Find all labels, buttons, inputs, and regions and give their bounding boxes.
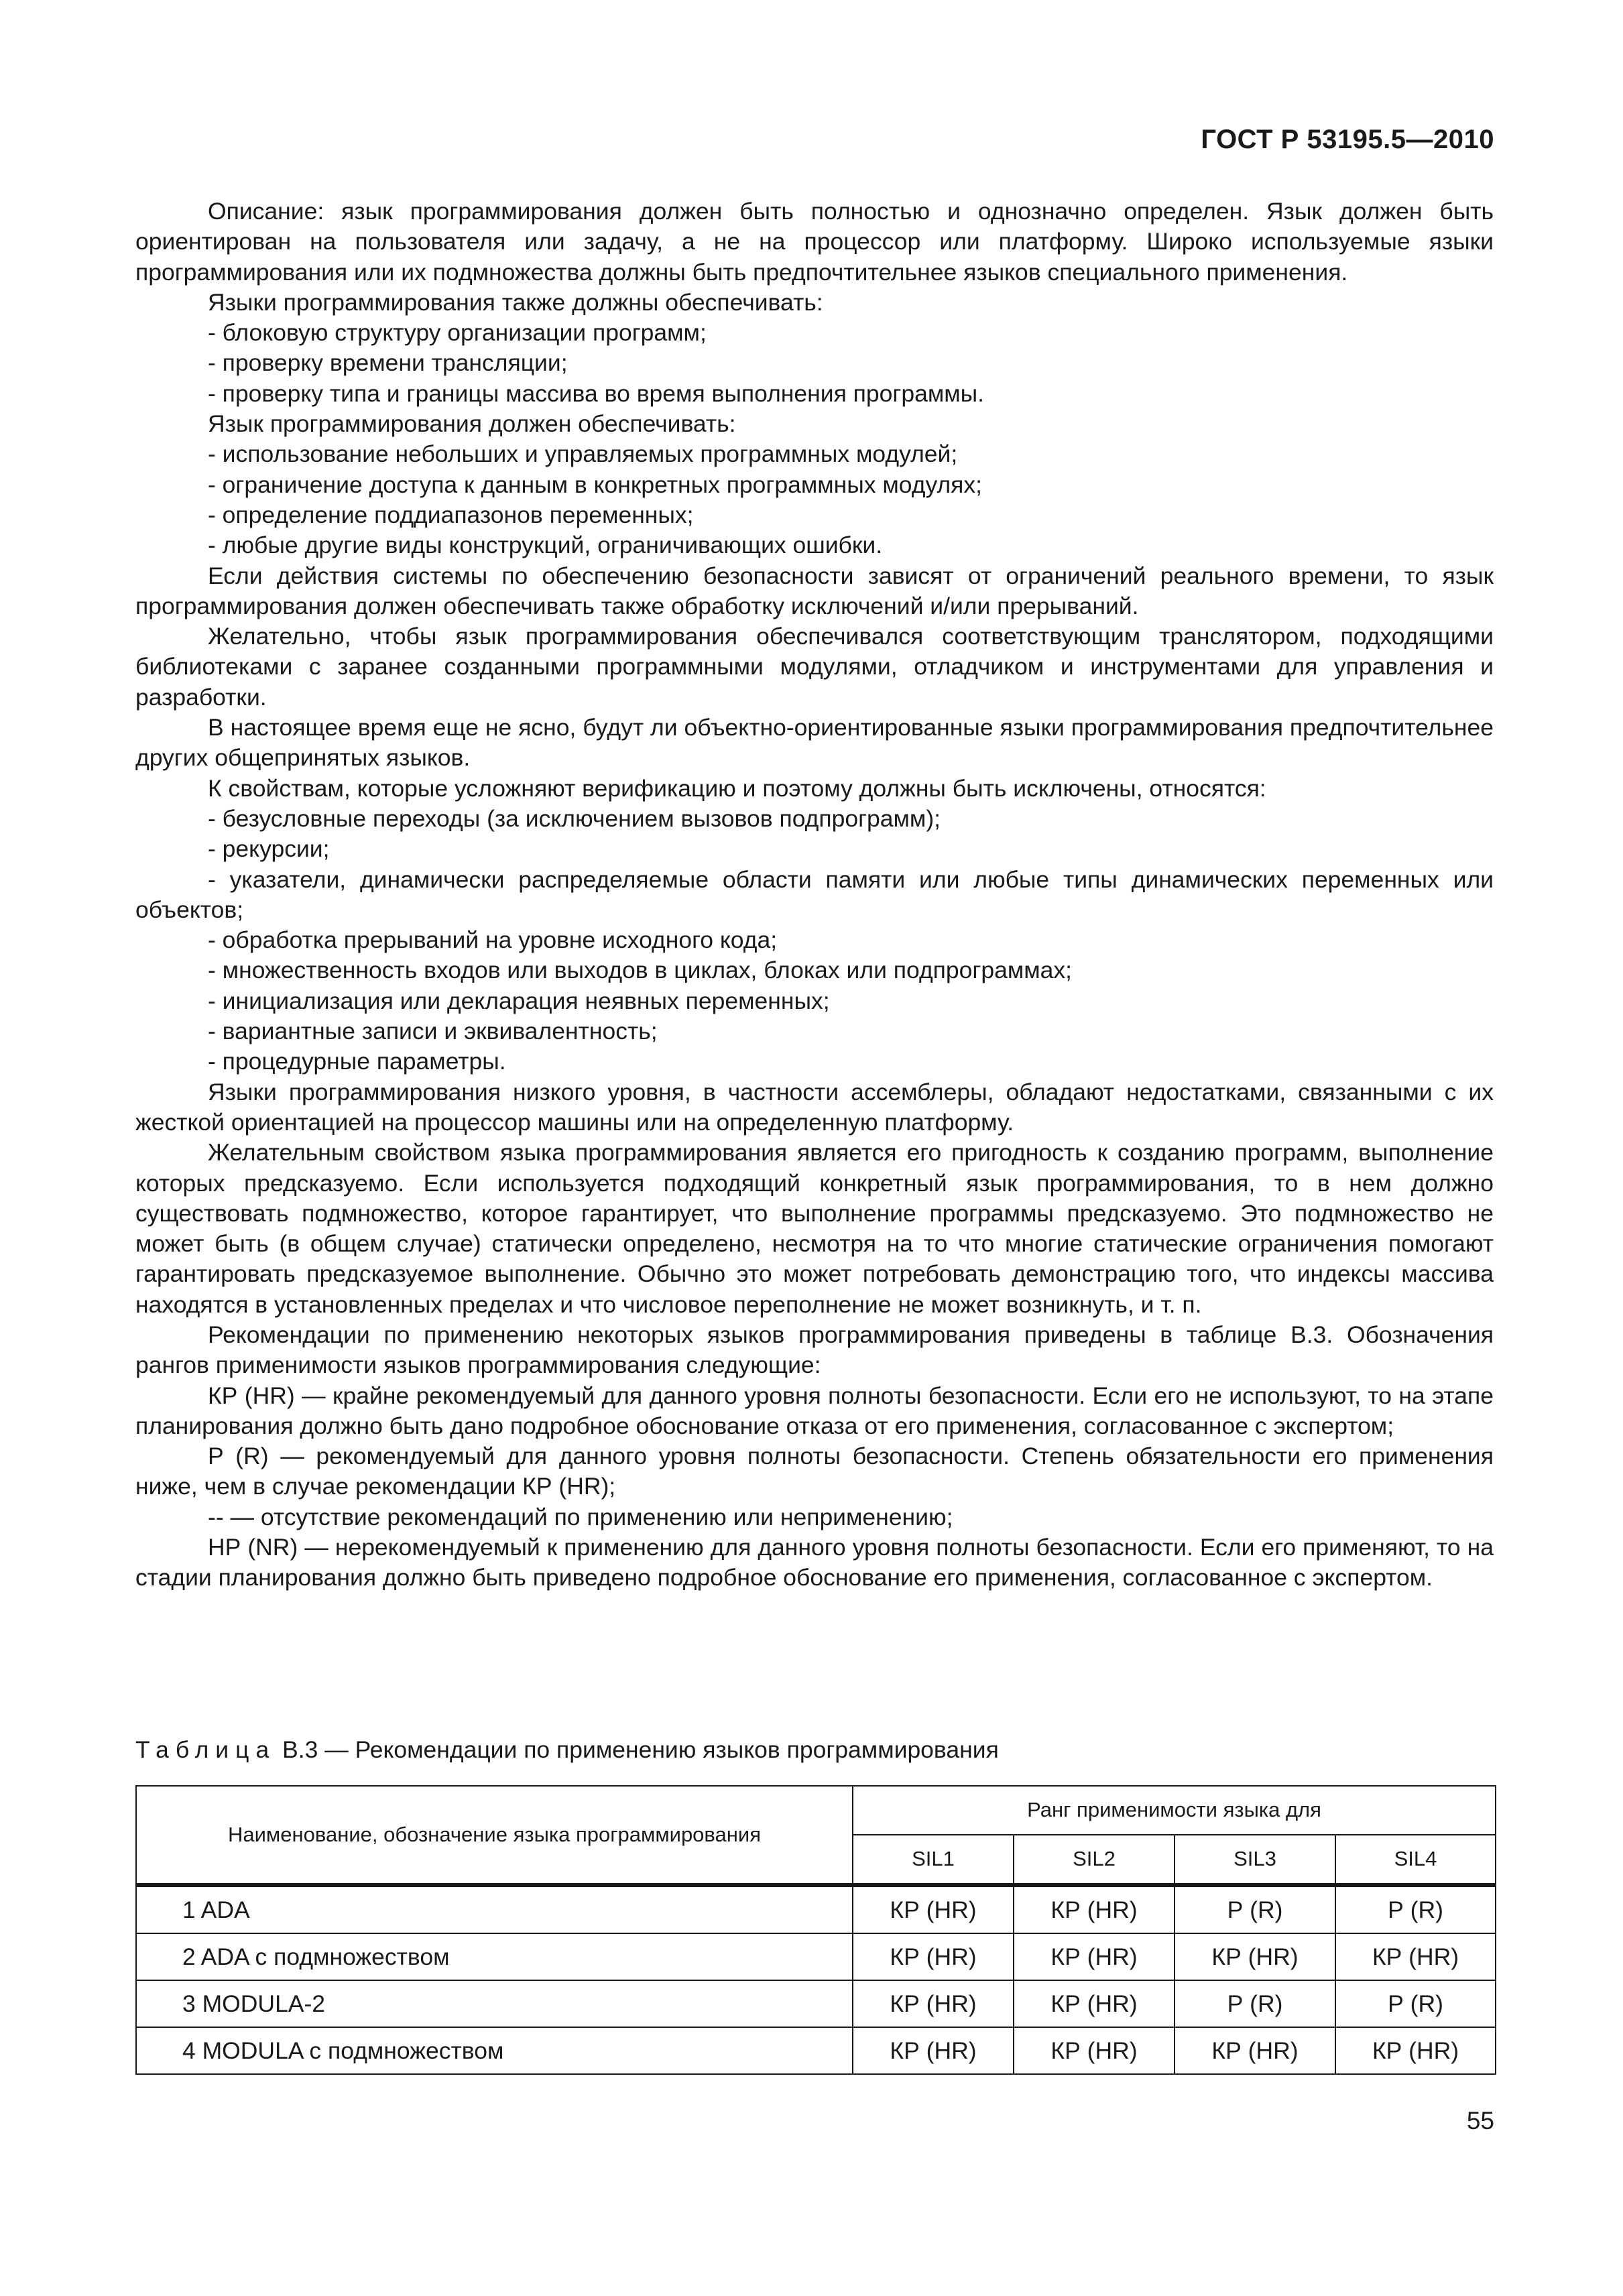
list-item: - множественность входов или выходов в циклах, блоках или подпрограммах; (208, 957, 1072, 984)
rank-cell: КР (HR) (1175, 2027, 1335, 2074)
rank-cell: Р (R) (1335, 1980, 1496, 2027)
list-item: - использование небольших и управляемых программных модулей; (208, 440, 958, 468)
list-item: - проверку времени трансляции; (208, 349, 568, 377)
rank-cell: КР (HR) (853, 1885, 1014, 1933)
rank-cell: КР (HR) (1335, 2027, 1496, 2074)
paragraph: Р (R) — рекомендуемый для данного уровня полноты безопасности. Степень обязательности его применения ниже, чем в случае рекомендации КР (HR); (135, 1443, 1494, 1500)
list-item: - указатели, динамически распределяемые области памяти или любые типы динамических переменных или объектов; (135, 865, 1494, 923)
paragraph: Если действия системы по обеспечению безопасности зависят от ограничений реального времени, то язык программирования должен обеспечивать также обработку исключений и/или прерываний. (135, 562, 1494, 619)
paragraph: -- — отсутствие рекомендаций по применению или неприменению; (208, 1503, 953, 1530)
rank-cell: КР (HR) (1014, 1885, 1175, 1933)
rank-cell: КР (HR) (1175, 1933, 1335, 1980)
column-header-language: Наименование, обозначение языка программирования (136, 1786, 853, 1885)
page-number: 55 (1466, 2107, 1494, 2134)
paragraph: Языки программирования также должны обеспечивать: (208, 288, 823, 316)
table-row (136, 2027, 1496, 2074)
column-header-sil: SIL3 (1175, 1835, 1335, 1885)
list-item: - ограничение доступа к данным в конкретных программных модулях; (208, 471, 982, 498)
column-header-sil: SIL1 (853, 1835, 1014, 1885)
list-item: - проверку типа и границы массива во время выполнения программы. (208, 379, 985, 407)
list-item: - инициализация или декларация неявных переменных; (208, 987, 830, 1014)
paragraph: К свойствам, которые усложняют верификацию и поэтому должны быть исключены, относятся: (208, 774, 1266, 802)
list-item: - любые другие виды конструкций, ограничивающих ошибки. (208, 532, 883, 559)
table-caption (135, 1736, 999, 1764)
rank-cell: КР (HR) (1014, 1933, 1175, 1980)
table-row (136, 1980, 1496, 2027)
list-item: - вариантные записи и эквивалентность; (208, 1018, 658, 1045)
paragraph: Желательным свойством языка программирования является его пригодность к созданию программ, выполнение которых предсказуемо. Если используется подходящий конкретный язык программирования, то в нем должно существовать подмножество, которое гарантирует, что выполнение программы предсказуемо. Это подмножество не может быть (в общем случае) статически определено, несмотря на то что многие статические ограничения помогают гарантировать предсказуемое выполнение. Обычно это может потребовать демонстрацию того, что индексы массива находятся в установленных пределах и что числовое переполнение не может возникнуть, и т. п. (135, 1139, 1494, 1318)
rank-cell: КР (HR) (1335, 1933, 1496, 1980)
column-header-sil: SIL4 (1335, 1835, 1496, 1885)
paragraph: Желательно, чтобы язык программирования обеспечивался соответствующим транслятором, подходящими библиотеками с заранее созданными программными модулями, отладчиком и инструментами для управления и разработки. (135, 623, 1494, 711)
rank-cell: КР (HR) (1014, 1980, 1175, 2027)
table-row (136, 1933, 1496, 1980)
paragraph: НР (NR) — нерекомендуемый к применению для данного уровня полноты безопасности. Если его применяют, то на стадии планирования должно быть приведено подробное обоснование его применения, согласованное с экспертом. (135, 1534, 1494, 1591)
list-item: - безусловные переходы (за исключением вызовов подпрограмм); (208, 804, 941, 832)
paragraph: Язык программирования должен обеспечивать: (208, 410, 736, 438)
document-code-header: ГОСТ Р 53195.5—2010 (1201, 125, 1494, 154)
paragraph: Языки программирования низкого уровня, в частности ассемблеры, обладают недостатками, связанными с их жесткой ориентацией на процессор машины или на определенную платформу. (135, 1078, 1494, 1136)
rank-cell: Р (R) (1175, 1885, 1335, 1933)
body-text (135, 196, 1494, 1593)
table-caption-text: В.3 — Рекомендации по применению языков программирования (282, 1736, 999, 1763)
language-name-cell: 1 ADA (136, 1885, 853, 1933)
list-item: - рекурсии; (208, 835, 330, 863)
paragraph: В настоящее время еще не ясно, будут ли объектно-ориентированные языки программирования предпочтительнее других общепринятых языков. (135, 714, 1494, 772)
list-item: - блоковую структуру организации программ; (208, 319, 707, 347)
paragraph: Описание: язык программирования должен быть полностью и однозначно определен. Язык должен быть ориентирован на пользователя или задачу, а не на процессор или платформу. Широко используемые языки программирования или их подмножества должны быть предпочтительнее языков специального применения. (135, 198, 1494, 286)
list-item: - процедурные параметры. (208, 1048, 506, 1075)
paragraph: Рекомендации по применению некоторых языков программирования приведены в таблице В.3. Обозначения рангов применимости языков программирования следующие: (135, 1321, 1494, 1379)
table-row (136, 1885, 1496, 1933)
list-item: - обработка прерываний на уровне исходного кода; (208, 926, 778, 954)
language-name-cell: 2 ADA с подмножеством (136, 1933, 853, 1980)
paragraph: КР (HR) — крайне рекомендуемый для данного уровня полноты безопасности. Если его не используют, то на этапе планирования должно быть дано подробное обоснование отказа от его применения, согласованное с экспертом; (135, 1382, 1494, 1439)
table-caption-label: Таблица (135, 1736, 276, 1763)
language-name-cell: 3 MODULA-2 (136, 1980, 853, 2027)
language-name-cell: 4 MODULA с подмножеством (136, 2027, 853, 2074)
rank-cell: КР (HR) (853, 2027, 1014, 2074)
column-header-sil: SIL2 (1014, 1835, 1175, 1885)
rank-cell: КР (HR) (853, 1933, 1014, 1980)
rank-cell: КР (HR) (1014, 2027, 1175, 2074)
list-item: - определение поддиапазонов переменных; (208, 501, 694, 528)
rank-cell: Р (R) (1175, 1980, 1335, 2027)
recommendations-table (135, 1785, 1496, 2075)
rank-cell: Р (R) (1335, 1885, 1496, 1933)
column-header-rank-group: Ранг применимости языка для (853, 1786, 1496, 1835)
rank-cell: КР (HR) (853, 1980, 1014, 2027)
